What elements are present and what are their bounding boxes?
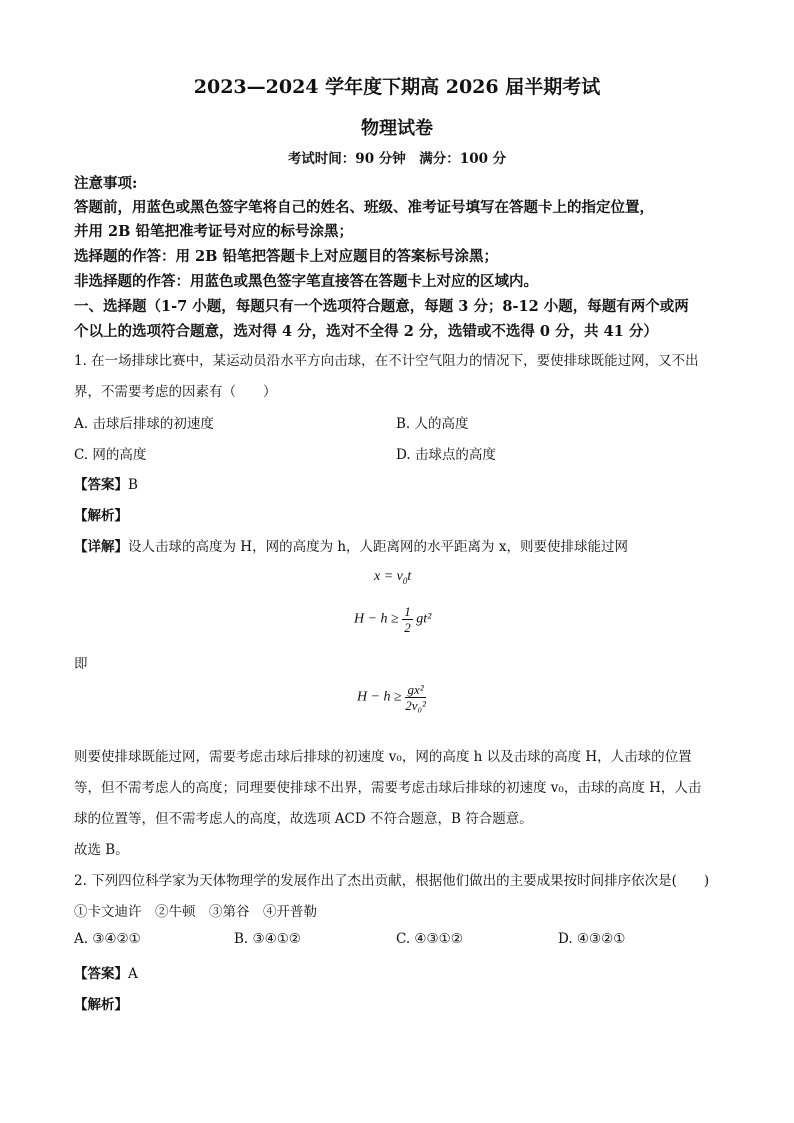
eq2-den: 2	[404, 620, 411, 635]
answer-tag: 【答案】	[74, 477, 128, 493]
q1-stem-line-1: 1. 在一场排球比赛中，某运动员沿水平方向击球，在不计空气阻力的情况下，要使排球既能过网，又不出	[74, 353, 699, 369]
q1-explanation-line-3: 球的位置等，但不需考虑人的高度，故选项 ACD 不符合题意，B 符合题意。	[74, 811, 533, 827]
q1-explanation-line-1: 则要使排球既能过网，需要考虑击球后排球的初速度 v₀，网的高度 h 以及击球的高度 H，人击球的位置	[74, 749, 692, 765]
section-heading-line-2: 个以上的选项符合题意，选对得 4 分，选对不全得 2 分，选错或不选得 0 分，共 41 分）	[74, 323, 658, 340]
eq3-num: gx²	[405, 682, 426, 698]
q1-stem-line-2: 界，不需要考虑的因素有（ ）	[74, 384, 277, 400]
q2-option-d: D. ④③②①	[558, 931, 626, 947]
q1-option-d: D. 击球点的高度	[396, 447, 496, 463]
q2-option-b: B. ③④①②	[234, 931, 301, 947]
eq2-rhs: gt²	[416, 611, 432, 627]
notice-heading: 注意事项:	[74, 175, 138, 192]
q2-option-a: A. ③④②①	[74, 931, 141, 947]
q1-analysis-tag: 【解析】	[74, 508, 128, 524]
detail-text: 设人击球的高度为 H，网的高度为 h，人距离网的水平距离为 x，则要使排球能过网	[128, 539, 628, 555]
q1-option-a: A. 击球后排球的初速度	[74, 416, 214, 432]
notice-line-3: 选择题的作答：用 2B 铅笔把答题卡上对应题目的答案标号涂黑；	[74, 248, 498, 265]
q2-items: ①卡文迪许 ②牛顿 ③第谷 ④开普勒	[74, 904, 317, 920]
notice-line-4: 非选择题的作答：用蓝色或黑色签字笔直接答在答题卡上对应的区域内。	[74, 273, 538, 290]
notice-line-2: 并用 2B 铅笔把准考证号对应的标号涂黑；	[74, 223, 353, 240]
section-heading-line-1: 一、选择题（1-7 小题，每题只有一个选项符合题意，每题 3 分；8-12 小题，每题有两个或两	[74, 298, 689, 315]
q1-option-b: B. 人的高度	[396, 416, 469, 432]
answer-tag: 【答案】	[74, 966, 128, 982]
notice-line-1: 答题前，用蓝色或黑色签字笔将自己的姓名、班级、准考证号填写在答题卡上的指定位置，	[74, 199, 654, 216]
q1-option-c: C. 网的高度	[74, 447, 147, 463]
eq2-num: 1	[404, 604, 411, 619]
exam-subtitle: 物理试卷	[361, 118, 433, 139]
eq1-sub: 0	[402, 575, 408, 586]
q1-explanation-line-2: 等，但不需考虑人的高度；同理要使排球不出界，需要考虑击球后排球的初速度 v₀，击球的高度 H，人击	[74, 780, 702, 796]
eq1-lhs: x = v	[374, 569, 403, 584]
eq3-den: 2v₀²	[405, 698, 426, 713]
eq2-fraction	[402, 604, 413, 635]
exam-title: 2023—2024 学年度下期高 2026 届半期考试	[193, 76, 601, 98]
q2-analysis-tag: 【解析】	[74, 997, 128, 1013]
q2-answer	[74, 962, 138, 982]
eq1-rhs: t	[407, 569, 412, 584]
q1-answer	[74, 473, 138, 493]
answer-value: B	[128, 477, 138, 493]
q1-detail	[74, 535, 628, 555]
q2-option-c: C. ④③①②	[396, 931, 463, 947]
equation-3	[357, 682, 426, 713]
eq3-fraction	[405, 682, 426, 713]
eq3-lhs: H − h ≥	[357, 689, 402, 705]
equation-1	[374, 569, 411, 586]
equation-2	[354, 604, 431, 635]
eq2-lhs: H − h ≥	[354, 611, 399, 627]
answer-value: A	[128, 966, 138, 982]
ji-label: 即	[74, 656, 88, 672]
q2-stem: 2. 下列四位科学家为天体物理学的发展作出了杰出贡献，根据他们做出的主要成果按时间排序依次是( )	[74, 873, 710, 889]
exam-info: 考试时间：90 分钟 满分：100 分	[287, 151, 507, 167]
q1-conclusion: 故选 B。	[74, 842, 129, 858]
detail-tag: 【详解】	[74, 539, 128, 555]
